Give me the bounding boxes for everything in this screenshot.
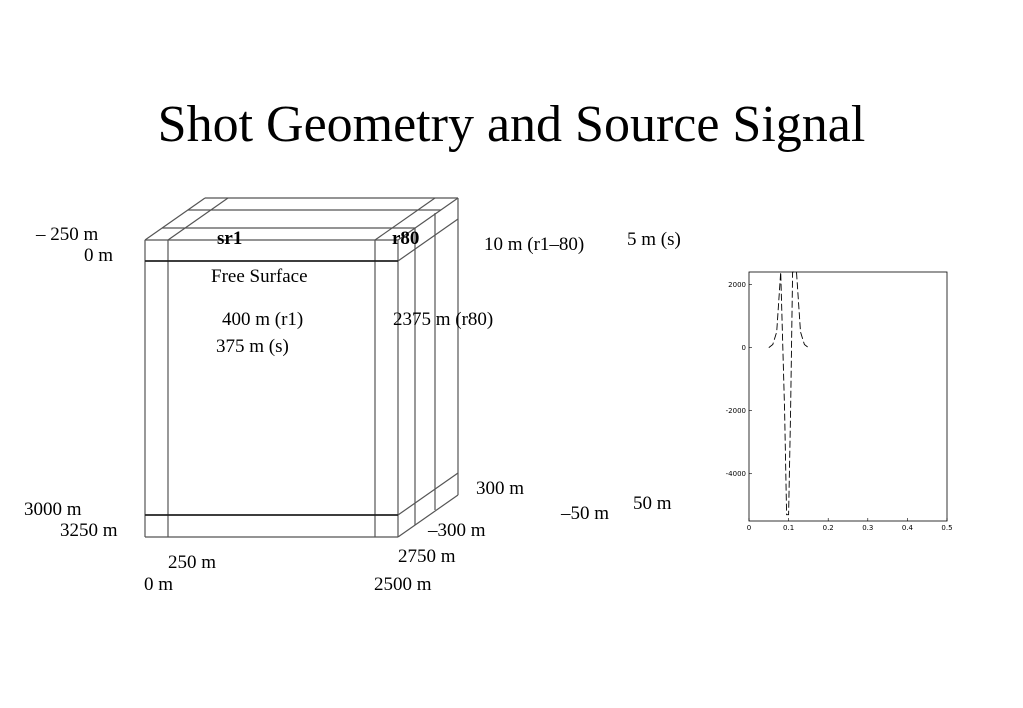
slide-title: Shot Geometry and Source Signal [157,96,866,153]
label-x-2750m: 2750 m [398,546,456,567]
x-tick-label: 0 [746,524,752,532]
label-depth-3000m: 3000 m [24,499,82,520]
label-s-position: 375 m (s) [216,336,289,357]
right-depth-3000-line [398,473,458,515]
label-depth-3250m: 3250 m [60,520,118,541]
label-x-0m: 0 m [144,574,174,595]
x-tick-label: 0.5 [941,524,953,532]
label-y-minus-300m: –300 m [428,520,486,541]
chart-series [769,272,809,515]
label-r1-position: 400 m (r1) [222,309,304,330]
label-receiver-r80: r80 [392,228,420,249]
label-x-2500m: 2500 m [374,574,432,595]
y-tick-label: -2000 [725,407,746,416]
x-tick-label: 0.4 [901,524,913,532]
y-tick-label: 0 [741,344,746,353]
plot-frame [749,272,947,521]
label-x-250m: 250 m [168,552,217,573]
label-receiver-depth: 10 m (r1–80) [484,234,585,255]
label-0m-top: 0 m [84,245,114,266]
label-50m: 50 m [633,493,672,514]
chart-axes [726,281,953,532]
label-source-depth: 5 m (s) [627,229,681,250]
x-tick-label: 0.2 [822,524,834,532]
label-minus-50m: –50 m [561,503,610,524]
source-signal-chart [720,266,965,536]
x-tick-label: 0.3 [862,524,874,532]
source-signal-series-line [769,272,809,515]
y-tick-label: -4000 [725,470,746,479]
top-left-depth-edge [145,198,205,240]
model-labels [24,224,681,595]
label-y-300m: 300 m [476,478,525,499]
y-tick-label: 2000 [728,281,746,290]
label-r80-position: 2375 m (r80) [393,309,494,330]
label-source-r1: sr1 [217,228,243,249]
label-free-surface: Free Surface [211,266,308,287]
x-tick-label: 0.1 [783,524,795,532]
label-minus-250m: – 250 m [36,224,99,245]
